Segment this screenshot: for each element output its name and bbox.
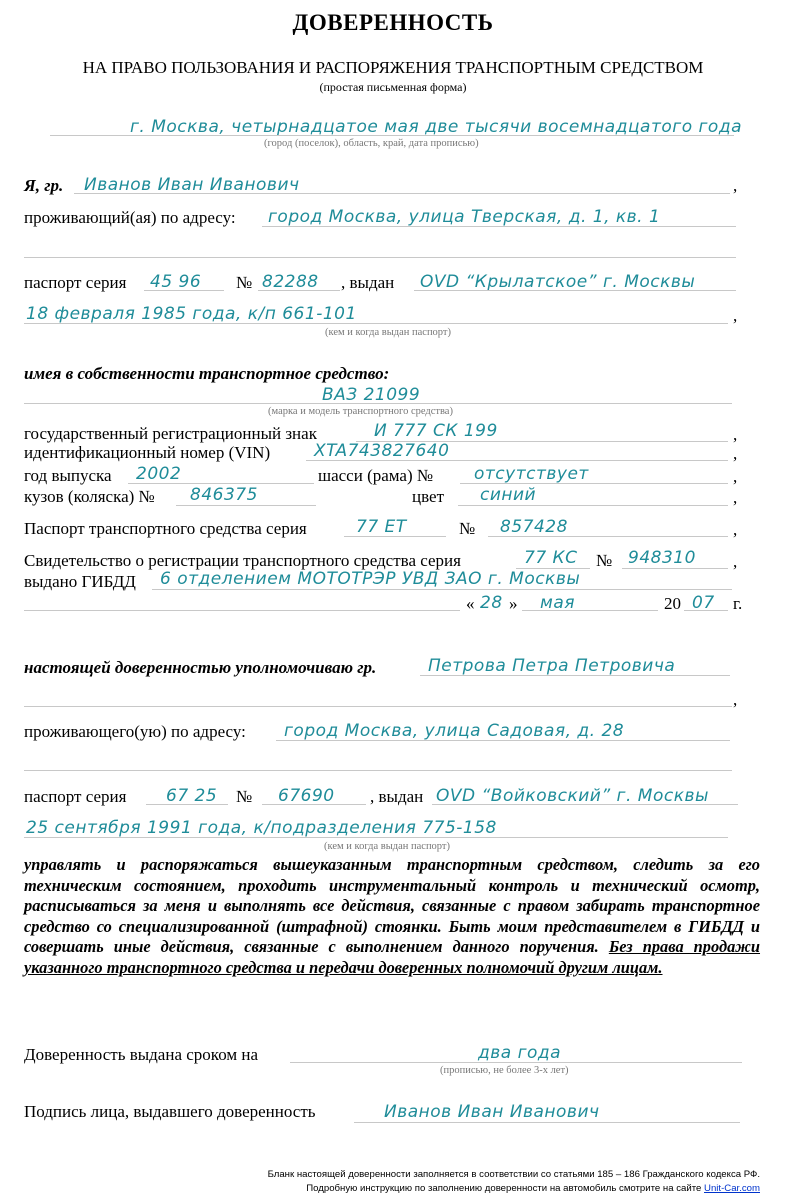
- comma: ,: [733, 425, 738, 444]
- term-value: два года: [478, 1043, 562, 1063]
- attorney-issued-by-line: [432, 804, 738, 805]
- year-mark: г.: [733, 594, 743, 613]
- pts-series: 77 ЕТ: [356, 517, 407, 537]
- term-label: Доверенность выдана сроком на: [24, 1045, 259, 1064]
- month-value: мая: [540, 593, 575, 613]
- year-label: год выпуска: [24, 466, 112, 485]
- term-caption: (прописью, не более 3-х лет): [440, 1065, 569, 1076]
- footer-line-2: [306, 1183, 760, 1194]
- attorney-name-line-2: [24, 706, 732, 707]
- footer-line-1: Бланк настоящей доверенности заполняется в соответствии со статьями 185 – 186 Гражданского кодекса РФ.: [267, 1169, 760, 1180]
- term-line: [290, 1062, 742, 1063]
- vin-label: идентификационный номер (VIN): [24, 443, 271, 462]
- principal-issued-by: OVD “Крылатское” г. Москвы: [420, 272, 696, 292]
- vehicle-model-line: [24, 403, 732, 404]
- color-label: цвет: [412, 487, 444, 506]
- month-line: [522, 610, 658, 611]
- chassis-value: отсутствует: [474, 464, 589, 484]
- powers-text: управлять и распоряжаться вышеуказанным транспортным средством, следить за его техническим состоянием, проходить инструментальный контроль и технический осмотр, расписываться за меня и выполнять все действия, связанные с правом забирать транспортное средство со специализированной (штрафной) стоянки. Быть моим представителем в ГИБДД и совершать иные действия, связанные с выполнением данного поручения.: [24, 855, 760, 957]
- place-date-caption: (город (поселок), область, край, дата прописью): [264, 138, 479, 149]
- year-value: 2002: [136, 464, 182, 484]
- color-line: [458, 505, 728, 506]
- reg-label: Свидетельство о регистрации транспортного средства серия: [24, 551, 461, 570]
- attorney-passport-series-line: [146, 804, 228, 805]
- gibdd-line: [152, 589, 732, 590]
- gibdd-label: выдано ГИБДД: [24, 572, 136, 591]
- principal-passport-number-line: [258, 290, 340, 291]
- pts-number: 857428: [500, 517, 568, 537]
- chassis-line: [460, 483, 728, 484]
- principal-issued-date: 18 февраля 1985 года, к/п 661-101: [26, 304, 357, 324]
- year-line: [128, 483, 314, 484]
- reg-number-line: [622, 568, 728, 569]
- pts-number-label: №: [459, 519, 476, 538]
- powers-paragraph: [24, 855, 760, 979]
- principal-passport-number: 82288: [262, 272, 319, 292]
- comma: ,: [733, 467, 738, 486]
- principal-issued-date-line: [24, 323, 728, 324]
- comma: ,: [733, 488, 738, 507]
- attorney-address: город Москва, улица Садовая, д. 28: [284, 721, 625, 741]
- attorney-issued-by: OVD “Войковский” г. Москвы: [436, 786, 709, 806]
- attorney-heading: настоящей доверенностью уполномочиваю гр.: [24, 658, 377, 677]
- signature-label: Подпись лица, выдавшего доверенность: [24, 1102, 316, 1121]
- attorney-passport-label: паспорт серия: [24, 787, 127, 806]
- comma: ,: [733, 444, 738, 463]
- gibdd-value: 6 отделением МОТОТРЭР УВД ЗАО г. Москвы: [160, 569, 581, 589]
- footer-link[interactable]: Unit-Car.com: [704, 1183, 760, 1194]
- reg-number: 948310: [628, 548, 696, 568]
- principal-name: Иванов Иван Иванович: [84, 175, 300, 195]
- attorney-issued-date: 25 сентября 1991 года, к/подразделения 775-158: [26, 818, 497, 838]
- principal-address: город Москва, улица Тверская, д. 1, кв. 1: [268, 207, 661, 227]
- principal-passport-series-line: [144, 290, 224, 291]
- signature-value: Иванов Иван Иванович: [384, 1102, 600, 1122]
- reg-series: 77 КС: [524, 548, 578, 568]
- vehicle-heading: имея в собственности транспортное средство:: [24, 364, 390, 383]
- plate-value: И 777 СК 199: [374, 421, 498, 441]
- principal-prefix: Я, гр.: [24, 176, 64, 195]
- pts-series-line: [344, 536, 446, 537]
- attorney-issued-label: , выдан: [370, 787, 424, 806]
- attorney-name: Петрова Петра Петровича: [428, 656, 676, 676]
- principal-passport-series: 45 96: [150, 272, 202, 292]
- attorney-issued-date-line: [24, 837, 728, 838]
- principal-number-label: №: [236, 273, 253, 292]
- comma: ,: [733, 552, 738, 571]
- body-line: [176, 505, 316, 506]
- attorney-address-line-2: [24, 770, 732, 771]
- vin-line: [306, 460, 728, 461]
- day-value: 28: [480, 593, 503, 613]
- principal-name-line: [74, 193, 730, 194]
- principal-issued-by-line: [414, 290, 736, 291]
- place-date-line: [50, 135, 734, 136]
- attorney-address-label: проживающего(ую) по адресу:: [24, 722, 246, 741]
- attorney-name-line: [420, 675, 730, 676]
- principal-address-line: [262, 226, 736, 227]
- year-prefix: 20: [664, 594, 681, 613]
- plate-label: государственный регистрационный знак: [24, 424, 317, 443]
- comma: ,: [733, 306, 738, 325]
- footer-line-2-text: Подробную инструкцию по заполнению доверенности на автомобиль смотрите на сайте: [306, 1183, 702, 1194]
- document-title: ДОВЕРЕННОСТЬ: [292, 10, 494, 35]
- attorney-passport-series: 67 25: [166, 786, 218, 806]
- place-date-value: г. Москва, четырнадцатое мая две тысячи восемнадцатого года: [130, 117, 742, 137]
- comma: ,: [733, 520, 738, 539]
- form-note: (простая письменная форма): [319, 80, 467, 94]
- principal-passport-label: паспорт серия: [24, 273, 127, 292]
- attorney-passport-number: 67690: [278, 786, 335, 806]
- pts-number-line: [488, 536, 728, 537]
- vin-value: XTA743827640: [314, 441, 450, 461]
- body-value: 846375: [190, 485, 258, 505]
- powers-restriction: Без права продажи указанного транспортного средства и передачи доверенных полномочий другим лицам.: [24, 937, 761, 977]
- principal-address-line-2: [24, 257, 736, 258]
- year-suffix: 07: [692, 593, 715, 613]
- date-line-left: [24, 610, 460, 611]
- document-subtitle: НА ПРАВО ПОЛЬЗОВАНИЯ И РАСПОРЯЖЕНИЯ ТРАНСПОРТНЫМ СРЕДСТВОМ: [82, 58, 704, 77]
- color-value: синий: [480, 485, 537, 505]
- signature-line: [354, 1122, 740, 1123]
- comma: ,: [733, 690, 738, 709]
- principal-issued-label: , выдан: [341, 273, 395, 292]
- attorney-passport-number-line: [262, 804, 366, 805]
- attorney-issued-caption: (кем и когда выдан паспорт): [324, 841, 451, 852]
- vehicle-model-caption: (марка и модель транспортного средства): [268, 406, 453, 417]
- body-label: кузов (коляска) №: [24, 487, 155, 506]
- attorney-number-label: №: [236, 787, 253, 806]
- year-suffix-line: [684, 610, 728, 611]
- principal-issued-caption: (кем и когда выдан паспорт): [325, 327, 452, 338]
- reg-number-label: №: [596, 551, 613, 570]
- principal-address-label: проживающий(ая) по адресу:: [24, 208, 236, 227]
- comma: ,: [733, 176, 738, 195]
- pts-label: Паспорт транспортного средства серия: [24, 519, 307, 538]
- vehicle-model: ВАЗ 21099: [322, 385, 421, 405]
- attorney-address-line: [276, 740, 730, 741]
- chassis-label: шасси (рама) №: [318, 466, 434, 485]
- day-close: »: [509, 594, 518, 613]
- day-open: «: [466, 594, 475, 613]
